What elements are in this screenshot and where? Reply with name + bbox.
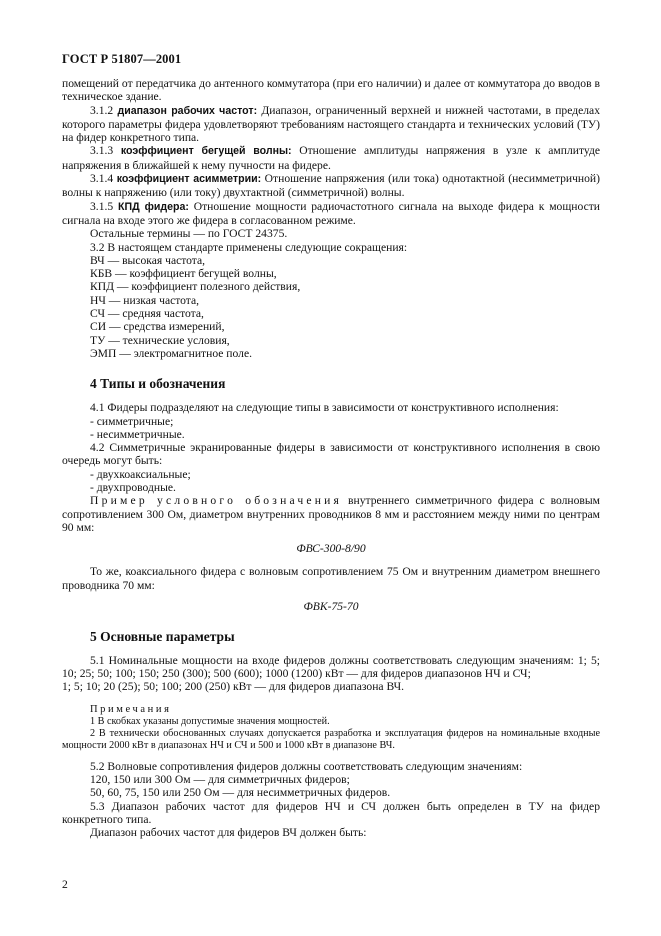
list-item: - несимметричные. (90, 427, 185, 441)
paragraph-4-1: 4.1 Фидеры подразделяют на следующие типы в зависимости от конструктивного исполнения: (90, 401, 559, 415)
abbreviation-item: СЧ — средняя частота, (90, 307, 204, 321)
term-title: коэффициент асимметрии: (116, 173, 262, 186)
abbreviation-item: ЭМП — электромагнитное поле. (90, 346, 252, 360)
term-number: 3.1.3 (90, 144, 114, 158)
example-paragraph (62, 494, 600, 534)
paragraph-4-2: 4.2 Симметричные экранированные фидеры в зависимости от конструктивного исполнения в свою очередь могут быть: (62, 441, 600, 468)
term-title: диапазон рабочих частот: (117, 104, 258, 117)
list-item: - симметричные; (90, 414, 174, 428)
term-title: КПД фидера: (118, 200, 189, 213)
term-number: 3.1.5 (90, 199, 114, 213)
paragraph-5-2-symmetric: 120, 150 или 300 Ом — для симметричных фидеров; (90, 772, 350, 786)
term-3-1-2 (62, 104, 600, 145)
document-page (62, 52, 600, 839)
term-title: коэффициент бегущей волны: (120, 145, 292, 158)
example-label: Пример условного обозначения (90, 494, 343, 508)
intro-paragraph: помещений от передатчика до антенного коммутатора (при его наличии) и далее от коммутатора до вводов в техническое здание. (62, 77, 600, 104)
list-item: - двухпроводные. (90, 481, 176, 495)
abbreviation-item: СИ — средства измерений, (90, 320, 225, 334)
term-definition: Отношение напряжения (или тока) однотактной (несимметричной) волны к напряжению (или току) двухтактной (симметричной) волны. (62, 172, 600, 200)
term-definition: Диапазон, ограниченный верхней и нижней частотами, в пределах которого параметры фидера удовлетворяют требованиям настоящего стандарта и технических условий (ТУ) на фидер конкретного типа. (62, 103, 600, 145)
abbreviation-item: ВЧ — высокая частота, (90, 253, 206, 267)
page-number: 2 (62, 878, 68, 891)
example-text: внутреннего симметричного фидера с волновым сопротивлением 300 Ом, диаметром внутренних проводников 8 мм и расстоянием между ними по центрам 90 мм: (62, 494, 601, 534)
abbreviation-item: КБВ — коэффициент бегущей волны, (90, 267, 277, 281)
note-1: 1 В скобках указаны допустимые значения мощностей. (90, 715, 330, 727)
other-terms: Остальные термины — по ГОСТ 24375. (90, 227, 288, 241)
spacer (62, 752, 600, 760)
abbreviation-item: КПД — коэффициент полезного действия, (90, 280, 301, 294)
paragraph-5-2-asymmetric: 50, 60, 75, 150 или 250 Ом — для несимметричных фидеров. (90, 786, 391, 800)
abbreviation-item: НЧ — низкая частота, (90, 293, 200, 307)
document-header: ГОСТ Р 51807—2001 (62, 52, 182, 66)
section-5-heading: 5 Основные параметры (90, 628, 235, 644)
paragraph-5-3-hf: Диапазон рабочих частот для фидеров ВЧ должен быть: (90, 826, 367, 840)
designation-example-2: ФВК-75-70 (303, 599, 359, 613)
notes-title: Примечания (90, 703, 172, 715)
term-definition: Отношение мощности радиочастотного сигнала на выходе фидера к мощности сигнала на входе этого же фидера в согласованном режиме. (62, 199, 600, 227)
term-definition: Отношение амплитуды напряжения в узле к амплитуде напряжения в ближайшей к нему пучности на фидере. (62, 144, 600, 172)
paragraph-5-3: 5.3 Диапазон рабочих частот для фидеров НЧ и СЧ должен быть определен в ТУ на фидер конкретного типа. (62, 799, 600, 826)
note-2: 2 В технически обоснованных случаях допускается разработка и эксплуатация фидеров на номинальные входные мощности 2000 кВт в диапазонах НЧ и СЧ и 500 и 1000 кВт в диапазоне ВЧ. (62, 727, 600, 751)
section-4-heading: 4 Типы и обозначения (90, 376, 226, 392)
term-number: 3.1.4 (90, 172, 114, 186)
same-coaxial-paragraph: То же, коаксиального фидера с волновым сопротивлением 75 Ом и внутренним диаметром внешнего проводника 70 мм: (62, 565, 600, 592)
term-3-1-4 (62, 172, 600, 200)
paragraph-5-1-hf: 1; 5; 10; 20 (25); 50; 100; 200 (250) кВт — для фидеров диапазона ВЧ. (62, 680, 405, 694)
abbreviations-intro: 3.2 В настоящем стандарте применены следующие сокращения: (90, 240, 408, 254)
term-number: 3.1.2 (90, 103, 114, 117)
paragraph-5-1: 5.1 Номинальные мощности на входе фидеров должны соответствовать следующим значениям: 1; 5; 10; 25; 50; 100; 150; 250 (300); 500 (600); 1000 (1200) кВт — для фидеров диапазонов НЧ и СЧ; (62, 653, 600, 681)
term-3-1-3 (62, 144, 600, 172)
designation-example-1: ФВС-300-8/90 (296, 542, 366, 556)
abbreviations-list (62, 254, 600, 360)
abbreviation-item: ТУ — технические условия, (90, 333, 230, 347)
list-item: - двухкоаксиальные; (90, 467, 191, 481)
paragraph-5-2: 5.2 Волновые сопротивления фидеров должны соответствовать следующим значениям: (90, 759, 523, 773)
term-3-1-5 (62, 200, 600, 228)
